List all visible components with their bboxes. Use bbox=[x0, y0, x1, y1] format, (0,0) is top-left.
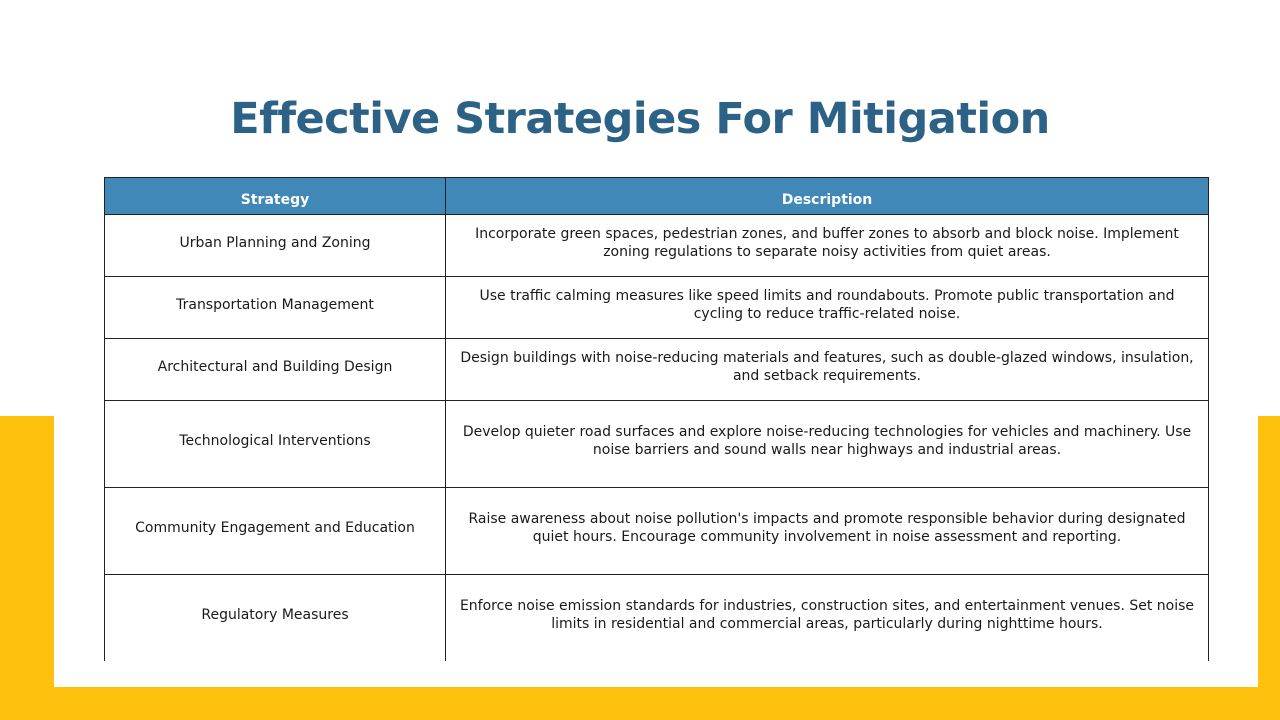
table-row bbox=[105, 488, 1209, 575]
description-cell: Use traffic calming measures like speed limits and roundabouts. Promote public transportation and cycling to reduce traffic-related noise. bbox=[446, 277, 1209, 339]
table-row bbox=[105, 215, 1209, 277]
header-strategy: Strategy bbox=[105, 178, 446, 215]
strategies-table-container bbox=[104, 177, 1208, 661]
description-cell: Incorporate green spaces, pedestrian zones, and buffer zones to absorb and block noise. Implement zoning regulations to separate noisy activities from quiet areas. bbox=[446, 215, 1209, 277]
strategy-cell: Technological Interventions bbox=[105, 401, 446, 488]
table-row bbox=[105, 401, 1209, 488]
description-cell: Design buildings with noise-reducing materials and features, such as double-glazed windows, insulation, and setback requirements. bbox=[446, 339, 1209, 401]
description-cell: Raise awareness about noise pollution's impacts and promote responsible behavior during designated quiet hours. Encourage community involvement in noise assessment and reporting. bbox=[446, 488, 1209, 575]
strategy-cell: Community Engagement and Education bbox=[105, 488, 446, 575]
slide-title: Effective Strategies For Mitigation bbox=[230, 94, 1050, 144]
strategy-cell: Transportation Management bbox=[105, 277, 446, 339]
table-row bbox=[105, 339, 1209, 401]
description-cell: Enforce noise emission standards for industries, construction sites, and entertainment venues. Set noise limits in residential and commercial areas, particularly during nighttime hours. bbox=[446, 575, 1209, 661]
header-description: Description bbox=[446, 178, 1209, 215]
strategy-cell: Regulatory Measures bbox=[105, 575, 446, 661]
description-cell: Develop quieter road surfaces and explore noise-reducing technologies for vehicles and machinery. Use noise barriers and sound walls near highways and industrial areas. bbox=[446, 401, 1209, 488]
strategies-table bbox=[104, 177, 1209, 661]
table-row bbox=[105, 575, 1209, 661]
strategy-cell: Urban Planning and Zoning bbox=[105, 215, 446, 277]
strategy-cell: Architectural and Building Design bbox=[105, 339, 446, 401]
table-header-row bbox=[105, 178, 1209, 215]
table-row bbox=[105, 277, 1209, 339]
